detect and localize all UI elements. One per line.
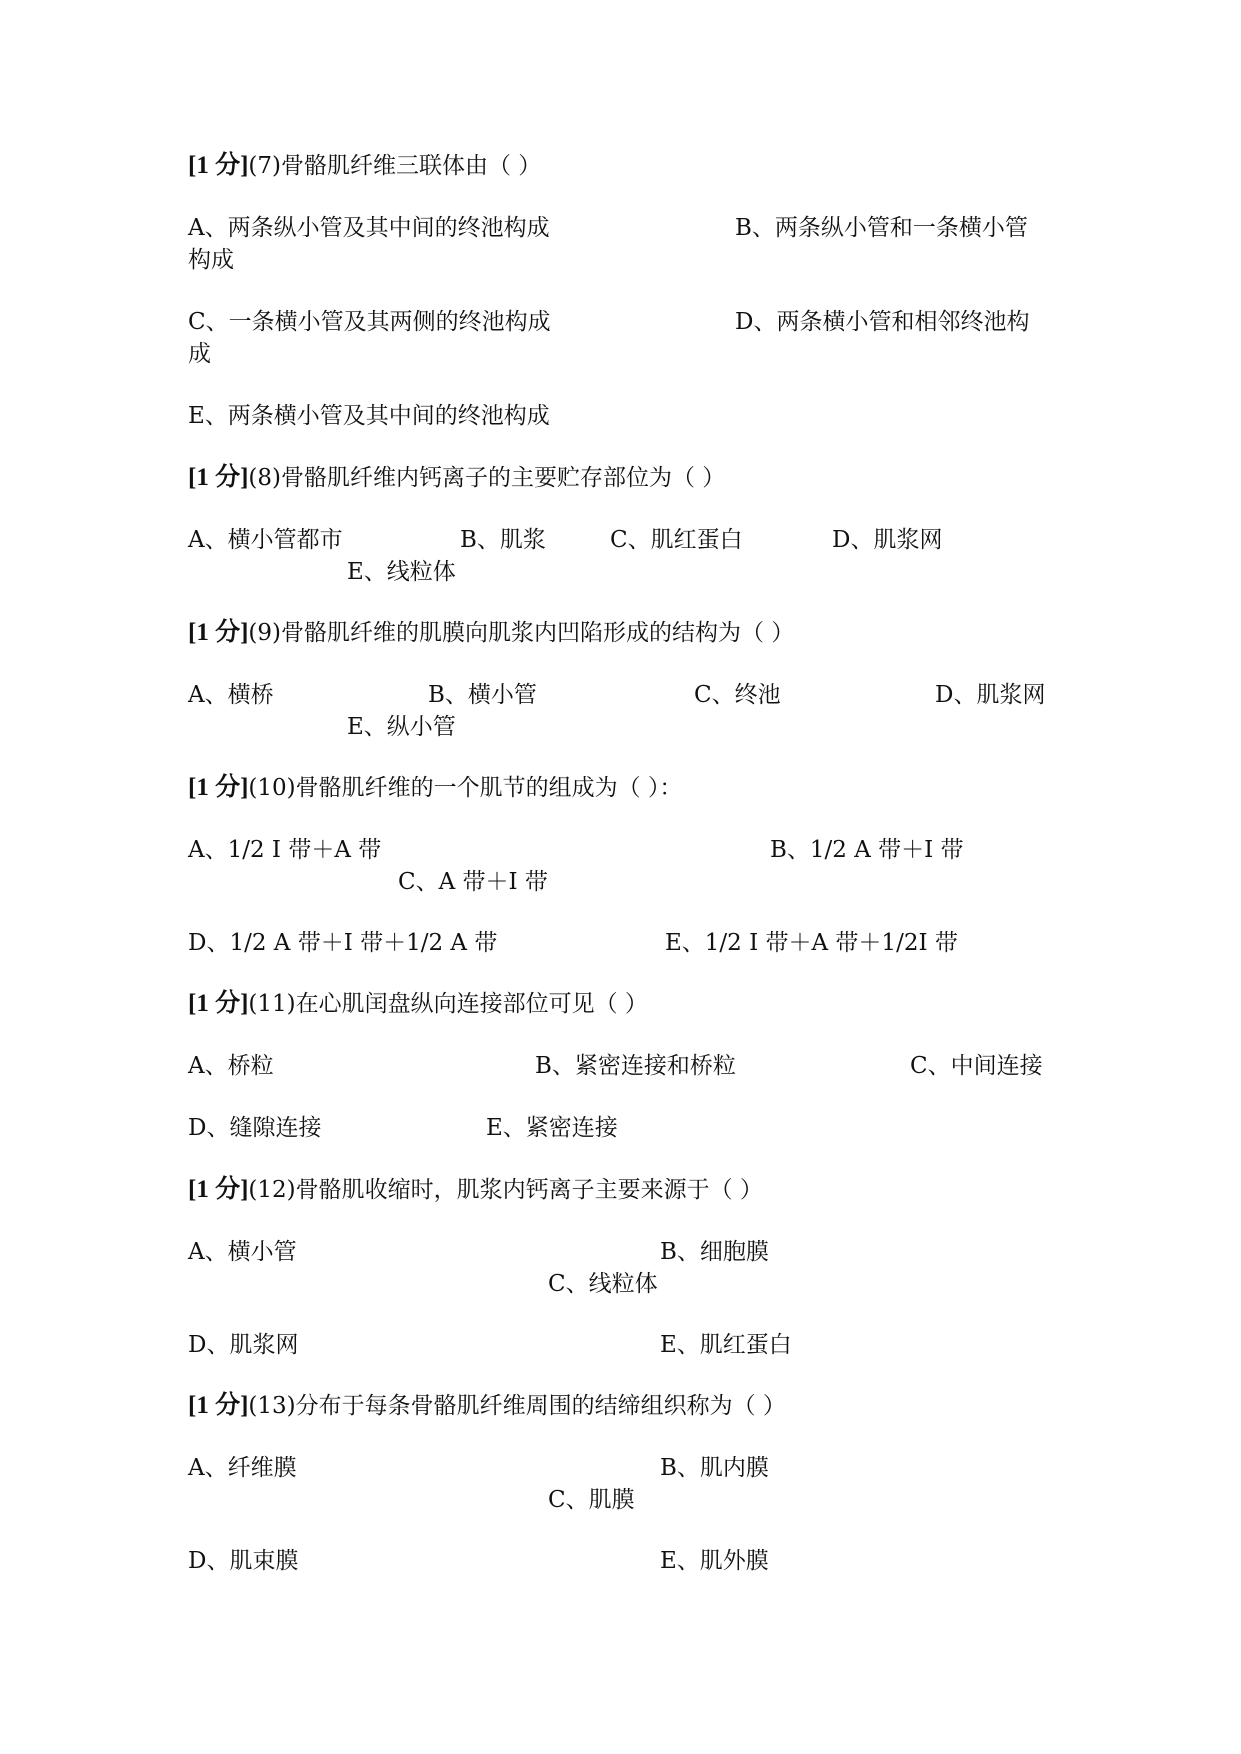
option-b: B、横小管 bbox=[428, 682, 537, 708]
question-12 bbox=[188, 1174, 763, 1206]
option-a: A、横小管 bbox=[188, 1239, 297, 1265]
option-a: A、横小管都市 bbox=[188, 527, 343, 553]
option-d: D、肌浆网 bbox=[935, 682, 1046, 708]
option-d: D、1/2 A 带＋I 带＋1/2 A 带 bbox=[188, 930, 498, 956]
question-7 bbox=[188, 150, 541, 182]
option-e: E、线粒体 bbox=[347, 559, 456, 585]
option-b: B、细胞膜 bbox=[660, 1239, 769, 1265]
option-b-wrap: 构成 bbox=[188, 247, 234, 273]
option-c: C、一条横小管及其两侧的终池构成 bbox=[188, 309, 551, 335]
question-stem: (13)分布于每条骨骼肌纤维周围的结缔组织称为（ ） bbox=[248, 1393, 786, 1419]
score-tag: [1 分] bbox=[188, 1176, 249, 1203]
option-d: D、肌浆网 bbox=[188, 1332, 299, 1358]
question-13 bbox=[188, 1390, 786, 1422]
option-d: D、缝隙连接 bbox=[188, 1115, 322, 1141]
question-stem: (8)骨骼肌纤维内钙离子的主要贮存部位为（ ） bbox=[248, 465, 726, 491]
option-c: C、肌红蛋白 bbox=[610, 527, 743, 553]
option-a: A、纤维膜 bbox=[188, 1455, 297, 1481]
option-e: E、紧密连接 bbox=[486, 1115, 618, 1141]
option-c: C、终池 bbox=[694, 682, 781, 708]
question-stem: (7)骨骼肌纤维三联体由（ ） bbox=[248, 153, 542, 179]
question-11 bbox=[188, 988, 648, 1020]
option-c: C、肌膜 bbox=[548, 1487, 635, 1513]
option-e: E、两条横小管及其中间的终池构成 bbox=[188, 403, 550, 429]
question-10 bbox=[188, 772, 682, 804]
score-tag: [1 分] bbox=[188, 990, 249, 1017]
score-tag: [1 分] bbox=[188, 464, 249, 491]
option-d: D、肌浆网 bbox=[832, 527, 943, 553]
option-b: B、1/2 A 带＋I 带 bbox=[770, 837, 964, 863]
option-a: A、1/2 I 带＋A 带 bbox=[188, 837, 382, 863]
question-9 bbox=[188, 617, 794, 649]
option-e: E、肌外膜 bbox=[660, 1548, 769, 1574]
score-tag: [1 分] bbox=[188, 774, 249, 801]
option-d-wrap: 成 bbox=[188, 341, 211, 367]
option-a: A、横桥 bbox=[188, 682, 274, 708]
score-tag: [1 分] bbox=[188, 152, 249, 179]
option-c: C、线粒体 bbox=[548, 1271, 658, 1297]
option-d: D、肌束膜 bbox=[188, 1548, 299, 1574]
option-d: D、两条横小管和相邻终池构 bbox=[735, 309, 1030, 335]
option-a: A、桥粒 bbox=[188, 1053, 274, 1079]
question-stem: (10)骨骼肌纤维的一个肌节的组成为（ ）： bbox=[248, 775, 683, 801]
option-a: A、两条纵小管及其中间的终池构成 bbox=[188, 215, 550, 241]
option-b: B、紧密连接和桥粒 bbox=[535, 1053, 736, 1079]
option-b: B、肌内膜 bbox=[660, 1455, 769, 1481]
option-e: E、肌红蛋白 bbox=[660, 1332, 792, 1358]
score-tag: [1 分] bbox=[188, 619, 249, 646]
question-stem: (12)骨骼肌收缩时，肌浆内钙离子主要来源于（ ） bbox=[248, 1177, 763, 1203]
question-8 bbox=[188, 462, 725, 494]
option-c: C、A 带＋I 带 bbox=[398, 869, 548, 895]
score-tag: [1 分] bbox=[188, 1392, 249, 1419]
option-e: E、1/2 I 带＋A 带＋1/2I 带 bbox=[665, 930, 958, 956]
question-stem: (9)骨骼肌纤维的肌膜向肌浆内凹陷形成的结构为（ ） bbox=[248, 620, 795, 646]
question-stem: (11)在心肌闰盘纵向连接部位可见（ ） bbox=[248, 991, 648, 1017]
option-b: B、两条纵小管和一条横小管 bbox=[735, 215, 1028, 241]
option-c: C、中间连接 bbox=[910, 1053, 1043, 1079]
option-b: B、肌浆 bbox=[460, 527, 546, 553]
option-e: E、纵小管 bbox=[347, 714, 456, 740]
